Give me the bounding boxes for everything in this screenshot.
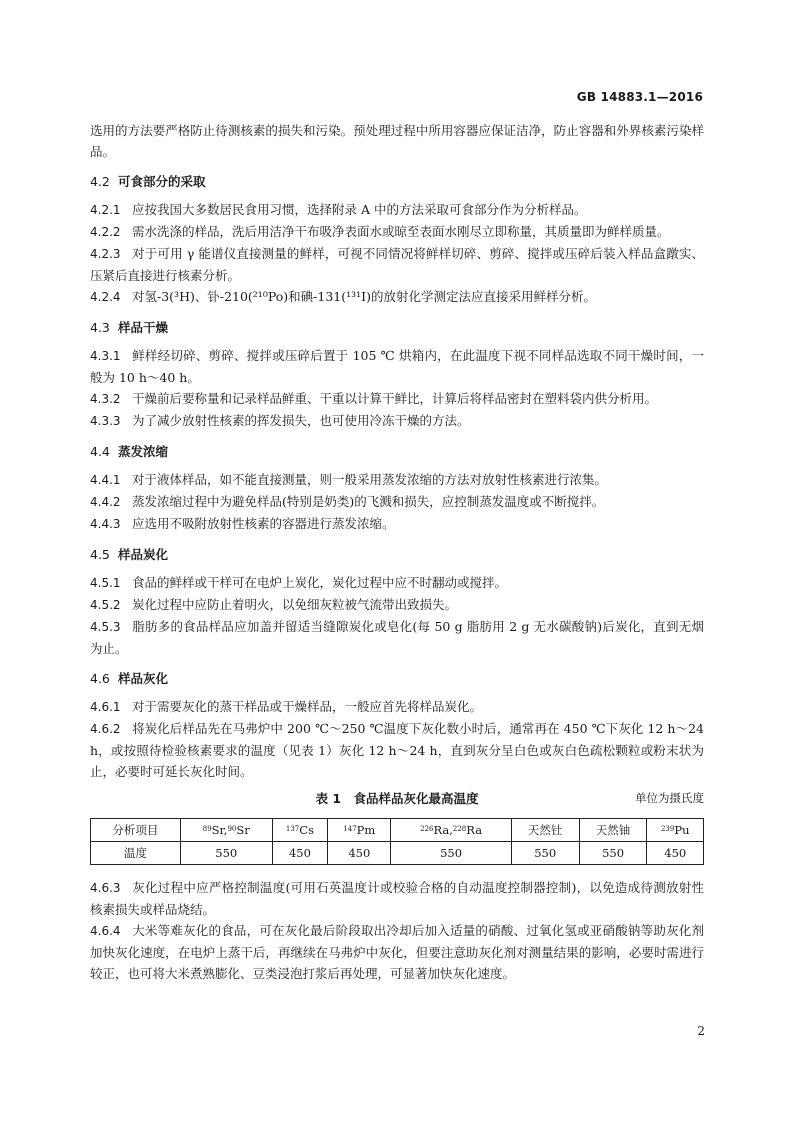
clause: 4.3.2 干燥前后要称量和记录样品鲜重、干重以计算干鲜比，计算后将样品密封在塑料袋内供分析用。	[90, 391, 658, 406]
standard-number: GB 14883.1—2016	[576, 90, 703, 104]
clause: 4.6.1 对于需要灰化的蒸干样品或干燥样品，一般应首先将样品炭化。	[90, 699, 483, 714]
clause: 4.6.2 将炭化后样品先在马弗炉中 200 ℃～250 ℃温度下灰化数小时后，通常再在 450 ℃下灰化 12 h～24 h，或按照待检验核素要求的温度（见表 1）灰化 12 h～24 h，直到灰分呈白色或灰白色疏松颗粒或粉末状为止，必要时可延长灰化时间。	[90, 721, 704, 779]
ashing-temperature-table	[90, 818, 704, 865]
clause: 4.2.2 需水洗涤的样品，洗后用洁净干布吸净表面水或晾至表面水刚尽立即称量，其质量即为鲜样质量。	[90, 224, 670, 239]
document-body	[90, 120, 704, 984]
section-heading: 4.4 蒸发浓缩	[90, 444, 169, 459]
table-cell-nuclide: $^{89}$Sr,$^{90}$Sr	[180, 819, 272, 842]
clause: 4.6.4 大米等难灰化的食品，可在灰化最后阶段取出冷却后加入适量的硝酸、过氧化氢或亚硝酸钠等助灰化剂加快灰化速度，在电炉上蒸干后，再继续在马弗炉中灰化，但要注意助灰化剂对测量结果的影响，必要时需进行较正，也可将大米煮熟膨化、豆类浸泡打浆后再处理，可显著加快灰化速度。	[90, 923, 704, 981]
table-cell-temperature: 550	[579, 842, 647, 865]
table-row-header: 分析项目	[91, 819, 181, 842]
section-heading: 4.3 样品干燥	[90, 320, 169, 335]
section-4-6	[90, 668, 704, 782]
section-4-5	[90, 544, 704, 659]
clause: 4.5.3 脂肪多的食品样品应加盖并留适当缝隙炭化或皂化(每 50 g 脂肪用 2 g 无水碳酸钠)后炭化，直到无烟为止。	[90, 619, 704, 656]
table-cell-nuclide: $^{239}$Pu	[647, 819, 704, 842]
table-cell-temperature: 450	[272, 842, 328, 865]
intro-paragraph: 选用的方法要严格防止待测核素的损失和污染。预处理过程中所用容器应保证洁净，防止容器和外界核素污染样品。	[90, 123, 704, 159]
table-caption-row	[90, 788, 704, 810]
table-row-header: 温度	[91, 842, 181, 865]
section-4-4	[90, 441, 704, 535]
table-cell-temperature: 550	[511, 842, 579, 865]
clause: 4.2.4 对氢-3(³H)、钋-210(²¹⁰Po)和碘-131(¹³¹I)的放射化学测定法应直接采用鲜样分析。	[90, 289, 596, 304]
clause: 4.3.1 鲜样经切碎、剪碎、搅拌或压碎后置于 105 ℃ 烘箱内，在此温度下视不同样品选取不同干燥时间，一般为 10 h～40 h。	[90, 348, 704, 385]
clause: 4.2.1 应按我国大多数居民食用习惯，选择附录 A 中的方法采取可食部分作为分析样品。	[90, 202, 587, 217]
section-heading: 4.6 样品灰化	[90, 671, 169, 686]
clause: 4.4.1 对于液体样品，如不能直接测量，则一般采用蒸发浓缩的方法对放射性核素进行浓集。	[90, 472, 608, 487]
clause: 4.5.2 炭化过程中应防止着明火，以免细灰粒被气流带出致损失。	[90, 597, 458, 612]
clause: 4.4.2 蒸发浓缩过程中为避免样品(特别是奶类)的飞溅和损失，应控制蒸发温度或不断搅拌。	[90, 494, 605, 509]
clause: 4.3.3 为了减少放射性核素的挥发损失，也可使用冷冻干燥的方法。	[90, 413, 470, 428]
table-caption: 表 1 食品样品灰化最高温度	[315, 791, 479, 806]
table-cell-nuclide: 天然铀	[579, 819, 647, 842]
table-cell-nuclide: $^{226}$Ra,$^{228}$Ra	[391, 819, 511, 842]
section-heading: 4.2 可食部分的采取	[90, 174, 206, 189]
section-heading: 4.5 样品炭化	[90, 547, 169, 562]
table-cell-temperature: 550	[391, 842, 511, 865]
page-number: 2	[697, 1024, 705, 1038]
table-cell-nuclide: $^{137}$Cs	[272, 819, 328, 842]
clause: 4.2.3 对于可用 γ 能谱仪直接测量的鲜样，可视不同情况将鲜样切碎、剪碎、搅拌或压碎后装入样品盒蹾实、压紧后直接进行核素分析。	[90, 246, 704, 283]
clause: 4.4.3 应选用不吸附放射性核素的容器进行蒸发浓缩。	[90, 516, 395, 531]
table-cell-temperature: 550	[180, 842, 272, 865]
table-row	[91, 842, 704, 865]
table-unit: 单位为摄氏度	[635, 791, 704, 805]
table-cell-temperature: 450	[328, 842, 391, 865]
table-cell-temperature: 450	[647, 842, 704, 865]
section-4-3	[90, 317, 704, 432]
table-row	[91, 819, 704, 842]
clause: 4.6.3 灰化过程中应严格控制温度(可用石英温度计或校验合格的自动温度控制器控制)，以免造成待测放射性核素损失或样品烧结。	[90, 880, 704, 917]
section-4-2	[90, 171, 704, 308]
clause: 4.5.1 食品的鲜样或干样可在电炉上炭化，炭化过程中应不时翻动或搅拌。	[90, 575, 508, 590]
table-cell-nuclide: 天然钍	[511, 819, 579, 842]
table-cell-nuclide: $^{147}$Pm	[328, 819, 391, 842]
